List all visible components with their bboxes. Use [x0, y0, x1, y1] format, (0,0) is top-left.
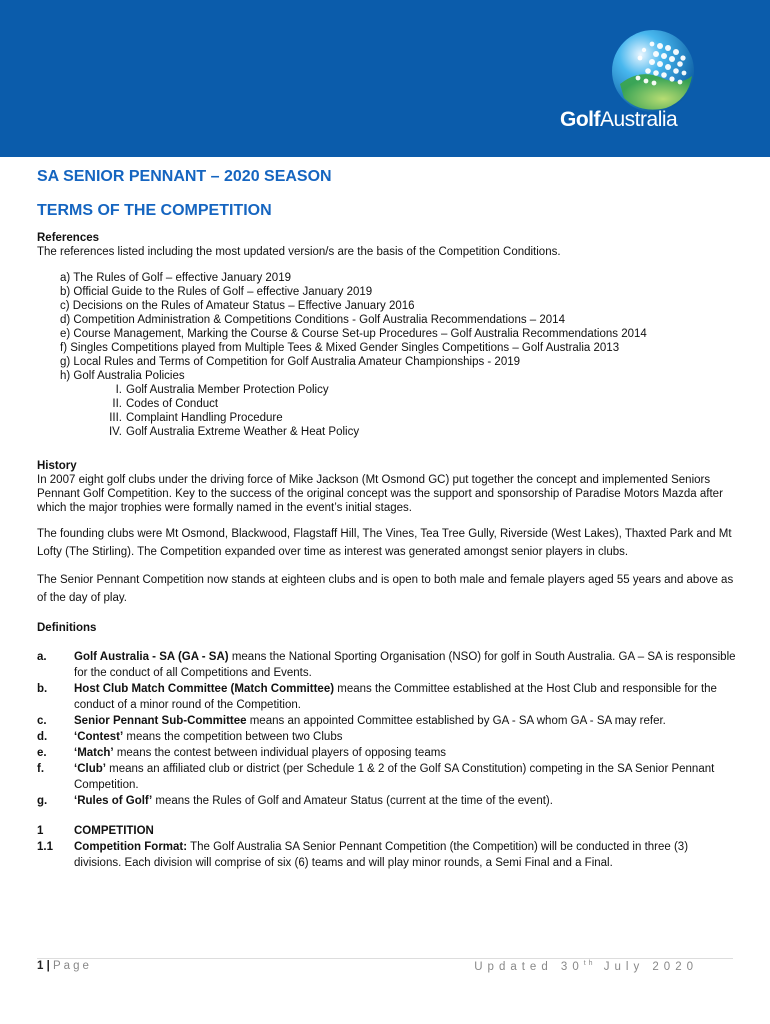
footer-divider	[37, 958, 733, 959]
document-title: SA SENIOR PENNANT – 2020 SEASON	[37, 168, 332, 185]
policies-sublist	[60, 383, 737, 439]
definition-item: a. Golf Australia - SA (GA - SA) means the National Sporting Organisation (NSO) for golf in South Australia. GA – SA is responsible for the conduct of all Competitions and Events.	[37, 651, 736, 679]
references-heading: References	[37, 232, 100, 244]
competition-format-row: 1.1 Competition Format: The Golf Australia SA Senior Pennant Competition (the Competition) will be conducted in three (3) divisions. Each division will comprise of six (6) teams and will play minor rounds, a Semi Final and a Final.	[37, 841, 689, 869]
policy-item: I. Golf Australia Member Protection Policy	[115, 384, 329, 396]
document-body	[37, 160, 737, 871]
competition-section	[37, 823, 737, 871]
policy-item: III. Complaint Handling Procedure	[109, 412, 283, 424]
reference-item: g) Local Rules and Terms of Competition for Golf Australia Amateur Championships - 2019	[60, 356, 521, 368]
page-number: 1 | Page	[37, 960, 92, 972]
history-heading: History	[37, 460, 77, 472]
definition-item: g. ‘Rules of Golf’ means the Rules of Golf and Amateur Status (current at the time of the event).	[37, 795, 553, 807]
history-paragraph-1: In 2007 eight golf clubs under the driving force of Mike Jackson (Mt Osmond GC) put together the concept and implemented Seniors Pennant Golf Competition. Key to the success of the original concept was the support and sponsorship of Paradise Motors Mazda after which the major trophies were formally named in the event’s initial stages.	[37, 474, 723, 514]
references-intro: The references listed including the most updated version/s are the basis of the Competition Conditions.	[37, 246, 561, 258]
policy-item: II. Codes of Conduct	[112, 398, 219, 410]
policy-item: IV. Golf Australia Extreme Weather & Heat Policy	[108, 426, 360, 438]
definition-item: d. ‘Contest’ means the competition between two Clubs	[37, 731, 343, 743]
definitions-heading: Definitions	[37, 622, 97, 634]
document-subtitle: TERMS OF THE COMPETITION	[37, 202, 272, 219]
history-paragraph-2: The founding clubs were Mt Osmond, Blackwood, Flagstaff Hill, The Vines, Tea Tree Gully, Riverside (West Lakes), Thaxted Park and Mt Lofty (The Stirling). The Competition expanded over time as interest was generated amongst senior players in clubs.	[37, 528, 732, 558]
reference-item: c) Decisions on the Rules of Amateur Status – Effective January 2016	[60, 300, 415, 312]
definition-item: e. ‘Match’ means the contest between individual players of opposing teams	[37, 747, 447, 759]
definition-item: c. Senior Pennant Sub-Committee means an appointed Committee established by GA - SA whom GA - SA may refer.	[37, 715, 666, 727]
updated-date: Updated 30th July 2020	[474, 960, 698, 973]
logo-wordmark: GolfAustralia	[560, 108, 678, 131]
references-list	[37, 271, 737, 439]
reference-item: h) Golf Australia Policies	[60, 370, 185, 382]
competition-heading-row: 1 COMPETITION	[37, 825, 154, 837]
definition-item: b. Host Club Match Committee (Match Committee) means the Committee established at the Host Club and responsible for the conduct of a minor round of the Competition.	[37, 683, 717, 711]
reference-item: f) Singles Competitions played from Multiple Tees & Mixed Gender Singles Competitions – Golf Australia 2013	[60, 342, 620, 354]
reference-item: b) Official Guide to the Rules of Golf – effective January 2019	[60, 286, 373, 298]
history-paragraph-3: The Senior Pennant Competition now stands at eighteen clubs and is open to both male and female players aged 55 years and above as of the day of play.	[37, 574, 734, 604]
golf-ball-globe-icon	[610, 28, 696, 114]
definition-item: f. ‘Club’ means an affiliated club or district (per Schedule 1 & 2 of the Golf SA Constitution) competing in the SA Senior Pennant Competition.	[37, 763, 715, 791]
definitions-list	[37, 649, 737, 809]
reference-item: d) Competition Administration & Competitions Conditions - Golf Australia Recommendations – 2014	[60, 314, 565, 326]
golf-australia-logo	[560, 28, 700, 138]
reference-item: a) The Rules of Golf – effective January 2019	[60, 272, 291, 284]
document-header	[0, 0, 770, 157]
reference-item: e) Course Management, Marking the Course & Course Set-up Procedures – Golf Australia Recommendations 2014	[60, 328, 647, 340]
